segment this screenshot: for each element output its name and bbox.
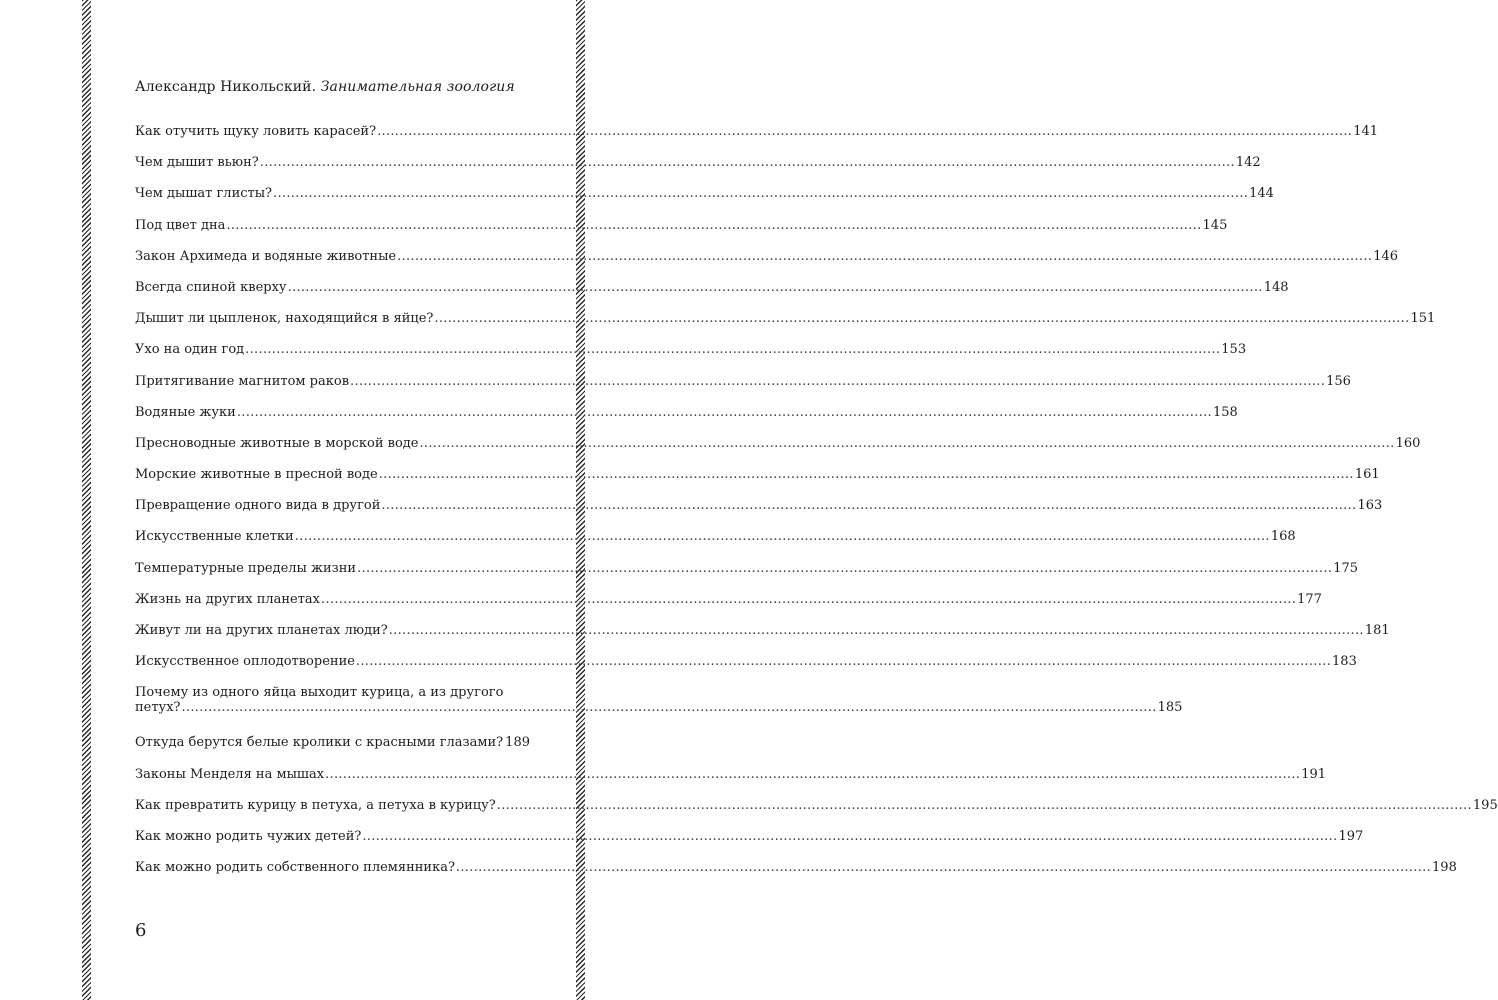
toc-entry-page: 153 xyxy=(1221,342,1247,358)
dot-leader: ............................................................................................................................................................................................................................ xyxy=(181,700,1157,716)
toc-entry-title: Чем дышит вьюн? xyxy=(135,155,259,171)
toc-entry-page: 156 xyxy=(1326,373,1351,389)
toc-entry xyxy=(135,248,1399,280)
toc-entry-page: 183 xyxy=(1332,654,1357,670)
toc-entry xyxy=(135,560,1359,592)
toc-entry xyxy=(135,654,1357,685)
toc-entry-page: 175 xyxy=(1333,560,1359,576)
toc-entry-title: Температурные пределы жизни xyxy=(135,560,357,576)
toc-entry-page: 141 xyxy=(1353,124,1379,139)
toc-entry-page: 151 xyxy=(1410,311,1436,327)
toc-entry xyxy=(135,404,1238,436)
toc-entry xyxy=(135,279,1289,311)
toc-entry-title-line1: Почему из одного яйца выходит курица, а из другого xyxy=(135,685,504,701)
dot-leader: ............................................................................................................................................................................................................................ xyxy=(434,311,1410,327)
toc-entry-title: Дышит ли цыпленок, находящийся в яйце? xyxy=(135,311,434,327)
toc-entry-title: Как отучить щуку ловить карасей? xyxy=(135,124,377,139)
dot-leader: ............................................................................................................................................................................................................................ xyxy=(294,529,1270,545)
toc-entry-page: 148 xyxy=(1263,279,1289,295)
dot-leader: ............................................................................................................................................................................................................................ xyxy=(397,248,1373,264)
table-of-contents xyxy=(135,124,1498,891)
toc-entry-page: 145 xyxy=(1202,217,1228,233)
toc-entry-page: 168 xyxy=(1270,529,1296,545)
toc-entry xyxy=(135,498,1383,529)
header-book-title: Занимательная зоология xyxy=(320,79,515,95)
dot-leader: ............................................................................................................................................................................................................................ xyxy=(388,623,1364,638)
toc-entry-title: Притягивание магнитом раков xyxy=(135,373,350,389)
dot-leader: ............................................................................................................................................................................................................................ xyxy=(325,766,1301,782)
dot-leader: ............................................................................................................................................................................................................................ xyxy=(378,467,1354,483)
dot-leader: ............................................................................................................................................................................................................................ xyxy=(355,654,1332,670)
toc-entry xyxy=(135,860,1457,891)
toc-entry-title: Всегда спиной кверху xyxy=(135,279,287,295)
toc-entry-page: 197 xyxy=(1338,828,1364,844)
toc-entry xyxy=(135,828,1364,860)
toc-entry-page: 146 xyxy=(1373,248,1399,264)
toc-entry-page: 198 xyxy=(1432,860,1457,876)
dot-leader: ............................................................................................................................................................................................................................ xyxy=(496,797,1472,813)
dot-leader: ............................................................................................................................................................................................................................ xyxy=(245,342,1221,358)
toc-entry-title: Как можно родить собственного племянника? xyxy=(135,860,455,876)
toc-entry-title: Под цвет дна xyxy=(135,217,226,233)
toc-entry xyxy=(135,311,1436,342)
dot-leader: ............................................................................................................................................................................................................................ xyxy=(350,373,1326,389)
toc-entry-title: Искусственное оплодотворение xyxy=(135,654,355,670)
toc-entry xyxy=(135,685,1183,735)
toc-entry-page: 158 xyxy=(1212,404,1238,420)
toc-entry xyxy=(135,186,1274,217)
toc-entry-title: Живут ли на других планетах люди? xyxy=(135,623,388,638)
toc-entry xyxy=(135,217,1228,249)
toc-entry-title: Чем дышат глисты? xyxy=(135,186,273,202)
dot-leader: ............................................................................................................................................................................................................................ xyxy=(377,124,1353,139)
toc-entry-title: Закон Архимеда и водяные животные xyxy=(135,248,397,264)
toc-entry-page: 144 xyxy=(1249,186,1274,202)
toc-entry xyxy=(135,124,1379,155)
toc-entry-title: петух? xyxy=(135,700,181,716)
toc-entry-title: Как превратить курицу в петуха, а петуха в курицу? xyxy=(135,797,496,813)
dot-leader: ............................................................................................................................................................................................................................ xyxy=(259,155,1235,171)
toc-entry xyxy=(135,373,1351,405)
header-author: Александр Никольский. xyxy=(135,79,317,95)
toc-entry xyxy=(135,155,1261,186)
page-number: 6 xyxy=(135,920,147,941)
dot-leader: ............................................................................................................................................................................................................................ xyxy=(455,860,1432,876)
toc-entry xyxy=(135,591,1322,623)
toc-entry xyxy=(135,435,1421,467)
toc-entry-title: Жизнь на других планетах xyxy=(135,591,321,607)
toc-entry-page: 142 xyxy=(1235,155,1261,171)
toc-entry-title: Искусственные клетки xyxy=(135,529,294,545)
toc-entry-page: 163 xyxy=(1357,498,1383,514)
toc-entry-page: 191 xyxy=(1301,766,1327,782)
dot-leader: ............................................................................................................................................................................................................................ xyxy=(357,560,1333,576)
toc-entry-page: 181 xyxy=(1364,623,1390,638)
toc-entry-title: Откуда берутся белые кролики с красными глазами? xyxy=(135,735,504,751)
toc-entry xyxy=(135,797,1498,829)
toc-entry xyxy=(135,529,1296,560)
toc-entry xyxy=(135,467,1380,498)
toc-entry xyxy=(135,342,1247,373)
toc-entry-page: 177 xyxy=(1297,591,1322,607)
toc-entry-title: Морские животные в пресной воде xyxy=(135,467,378,483)
dot-leader: ............................................................................................................................................................................................................................ xyxy=(226,217,1202,233)
dot-leader: ............................................................................................................................................................................................................................ xyxy=(287,279,1263,295)
running-header xyxy=(135,79,515,95)
toc-entry-page: 160 xyxy=(1395,435,1421,451)
dot-leader: ............................................................................................................................................................................................................................ xyxy=(419,435,1395,451)
toc-entry xyxy=(135,766,1327,798)
toc-entry-title: Законы Менделя на мышах xyxy=(135,766,325,782)
left-decorative-border xyxy=(82,0,91,1000)
toc-entry xyxy=(135,735,530,766)
toc-entry-title: Пресноводные животные в морской воде xyxy=(135,435,419,451)
dot-leader: ............................................................................................................................................................................................................................ xyxy=(236,404,1212,420)
toc-entry xyxy=(135,623,1390,654)
toc-entry-page: 185 xyxy=(1157,700,1183,716)
dot-leader: ............................................................................................................................................................................................................................ xyxy=(273,186,1249,202)
toc-entry-page: 189 xyxy=(505,735,530,751)
toc-entry-title: Ухо на один год xyxy=(135,342,245,358)
dot-leader: ............................................................................................................................................................................................................................ xyxy=(321,591,1297,607)
toc-entry-title: Водяные жуки xyxy=(135,404,236,420)
toc-entry-page: 195 xyxy=(1472,797,1498,813)
toc-entry-page: 161 xyxy=(1354,467,1380,483)
dot-leader: ............................................................................................................................................................................................................................ xyxy=(362,828,1338,844)
toc-entry-title: Превращение одного вида в другой xyxy=(135,498,381,514)
dot-leader: ............................................................................................................................................................................................................................ xyxy=(381,498,1357,514)
toc-entry-title: Как можно родить чужих детей? xyxy=(135,828,362,844)
